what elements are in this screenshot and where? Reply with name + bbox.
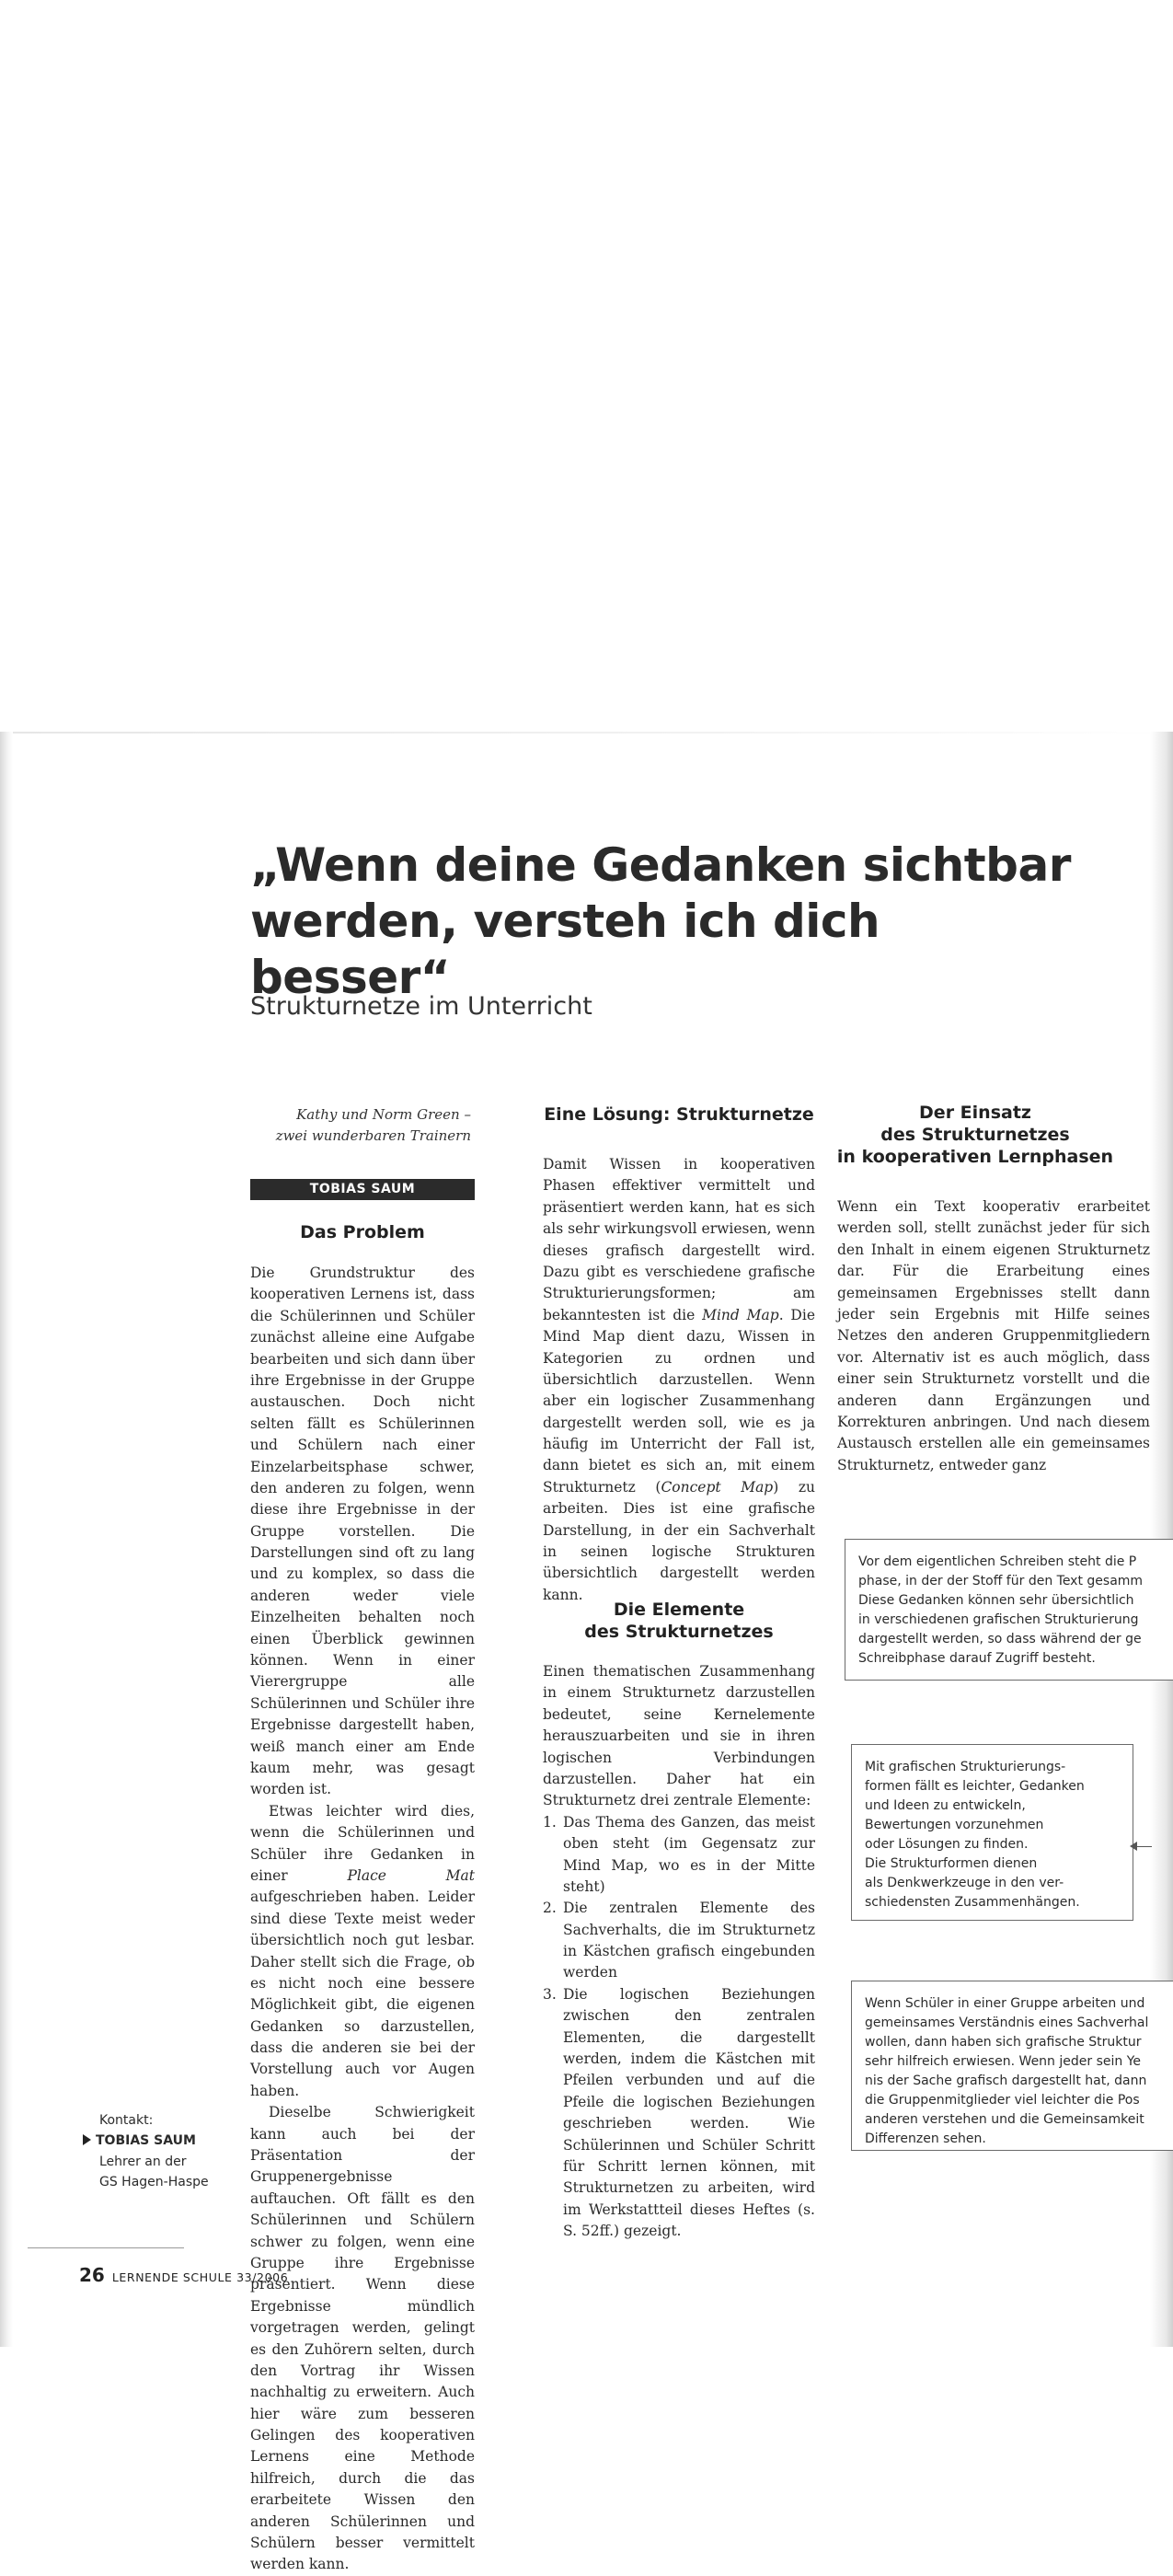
col1-paragraph-2 xyxy=(250,1801,475,2102)
footer-rule xyxy=(28,2247,184,2248)
scan-left-shadow xyxy=(0,732,13,2347)
scan-top-edge xyxy=(0,732,1173,734)
col1-p2-text-a: Etwas leichter wird dies, wenn die Schülerinnen und Schüler ihre Gedanken in einer xyxy=(250,1802,475,1884)
col1-paragraph-1: Die Grundstruktur des kooperativen Lernens ist, dass die Schülerinnen und Schüler zunächst alleine eine Aufgabe bearbeiten und sich dann über ihre Ergebnisse in der Gruppe austauschen. Doch nicht selten fällt es Schülerinnen und Schülern nach einer Einzelarbeitsphase schwer, den anderen zu folgen, wenn diese ihre Ergebnisse in der Gruppe vorstellen. Die Darstellungen sind oft zu lang und zu komplex, so dass die anderen weder viele Einzelheiten behalten noch einen Überblick gewinnen können. Wenn in einer Vierergruppe alle Schülerinnen und Schüler ihre Ergebnisse dargestellt haben, weiß manch einer am Ende kaum mehr, was gesagt worden ist. xyxy=(250,1265,475,1798)
column-2-lower xyxy=(543,1661,815,2243)
contact-block xyxy=(96,2110,237,2193)
col2-p1-text-b: . Die Mind Map dient dazu, Wissen in Kategorien zu ordnen und übersichtlich darzustellen. Wenn aber ein logischer Zusammenhang dargestellt werden soll, wie es ja häufig im Unterricht der Fall ist, dann bietet es sich an, mit einem Strukturnetz ( xyxy=(543,1306,815,1496)
col2-p1-text-a: Damit Wissen in kooperativen Phasen effektiver vermittelt und präsentiert werden kann, hat es sich als sehr wirkungsvoll erwiesen, wenn dieses grafisch dargestellt wird. Dazu gibt es verschiedene grafische Strukturierungsformen; am bekanntesten ist die xyxy=(543,1156,815,1323)
arrow-left-icon xyxy=(1130,1842,1137,1851)
dedication-line-2: zwei wunderbaren Trainern xyxy=(275,1127,471,1145)
box-line: oder Lösungen zu finden. xyxy=(865,1837,1029,1852)
box-line: die Gruppenmitglieder viel leichter die Pos xyxy=(865,2093,1140,2108)
box-line: nis der Sache grafisch dargestellt hat, dann xyxy=(865,2074,1147,2088)
box-line: anderen verstehen und die Gemeinsamkeit xyxy=(865,2112,1144,2127)
col2-paragraph-1 xyxy=(543,1154,815,1606)
sidebar-box-1 xyxy=(845,1539,1173,1681)
column-3 xyxy=(837,1196,1150,1476)
box-line: schiedensten Zusammenhängen. xyxy=(865,1895,1080,1910)
box-line: Schreibphase darauf Zugriff besteht. xyxy=(858,1651,1096,1666)
box-line: Bewertungen vorzunehmen xyxy=(865,1818,1044,1832)
list-item xyxy=(543,1898,815,1984)
heading-loesung: Eine Lösung: Strukturnetze xyxy=(544,1104,814,1125)
box-line: Vor dem eigentlichen Schreiben steht die P xyxy=(858,1554,1137,1569)
contact-line-2: GS Hagen-Haspe xyxy=(99,2175,209,2190)
article-subtitle: Strukturnetze im Unterricht xyxy=(250,992,592,1021)
list-item-number: 3. xyxy=(543,1985,557,2003)
contact-line-1: Lehrer an der xyxy=(99,2154,187,2169)
sidebar-box-3 xyxy=(851,1981,1173,2151)
elements-list xyxy=(543,1812,815,2243)
article-title xyxy=(250,837,1078,1006)
col2-paragraph-2: Einen thematischen Zusammenhang in einem Strukturnetz darzustellen bedeutet, seine Kernelemente herauszuarbeiten und sie in ihren logischen Verbindungen darzustellen. Daher hat ein Strukturnetz drei zentrale Elemente: xyxy=(543,1663,815,1809)
list-item-text: Die logischen Beziehungen zwischen den zentralen Elementen, die dargestellt werden, indem die Kästchen mit Pfeilen verbunden und auf die Pfeile die logischen Beziehungen geschrieben werden. Wie Schülerinnen und Schüler Schritt für Schritt lernen können, mit Strukturnetzen zu arbeiten, wird im Werkstattteil dieses Heftes (s. S. 52ff.) gezeigt. xyxy=(563,1985,815,2240)
box-line: Wenn Schüler in einer Gruppe arbeiten und xyxy=(865,1996,1145,2011)
box-line: und Ideen zu entwickeln, xyxy=(865,1798,1026,1813)
box-line: gemeinsames Verständnis eines Sachverhal xyxy=(865,2016,1149,2030)
heading-problem: Das Problem xyxy=(300,1222,425,1242)
triangle-bullet-icon xyxy=(83,2134,91,2145)
box-line: Die Strukturformen dienen xyxy=(865,1856,1038,1871)
col1-p2-text-b: aufgeschrieben haben. Leider sind diese Texte meist weder übersichtlich noch gut lesbar. Daher stellt sich die Frage, ob es nicht noch eine bessere Möglichkeit gibt, die eigenen Gedanken so darzustellen, dass die anderen sie bei der Vorstellung auch vor Augen haben. xyxy=(250,1889,475,2099)
page-number: 26 xyxy=(79,2264,105,2286)
contact-name: TOBIAS SAUM xyxy=(96,2133,196,2149)
magazine-issue: LERNENDE SCHULE 33/2006 xyxy=(111,2270,289,2284)
heading-einsatz-line-1: Der Einsatz xyxy=(919,1103,1031,1123)
box-line: sehr hilfreich erwiesen. Wenn jeder sein Ye xyxy=(865,2054,1142,2069)
heading-elemente-line-2: des Strukturnetzes xyxy=(584,1621,774,1642)
list-item xyxy=(543,1812,815,1899)
column-1 xyxy=(250,1263,475,2576)
col1-paragraph-3: Dieselbe Schwierigkeit kann auch bei der Präsentation der Gruppenergebnisse auftauchen. Oft fällt es den Schülerinnen und Schülern schwer zu folgen, wenn eine Gruppe ihre Ergebnisse präsentiert. Wenn diese Ergebnisse mündlich vorgetragen werden, gelingt es den Zuhörern selten, durch den Vortrag ihr Wissen nachhaltig zu erweitern. Auch hier wäre zum besseren Gelingen des kooperativen Lernens eine Methode hilfreich, durch die das erarbeitete Wissen den anderen Schülerinnen und Schülern besser vermittelt werden kann. xyxy=(250,2104,475,2573)
list-item-number: 2. xyxy=(543,1900,557,1917)
column-2 xyxy=(543,1154,815,1606)
title-line-2: werden, versteh ich dich besser“ xyxy=(250,895,880,1004)
box-line: Differenzen sehen. xyxy=(865,2131,986,2146)
col2-p1-emphasis-1: Mind Map xyxy=(702,1306,779,1323)
heading-elemente-line-1: Die Elemente xyxy=(613,1600,745,1620)
box-line: in verschiedenen grafischen Strukturierung xyxy=(858,1612,1139,1627)
list-item-text: Das Thema des Ganzen, das meist oben steht (im Gegensatz zur Mind Map, wo es in der Mitte steht) xyxy=(563,1813,815,1895)
box-line: dargestellt werden, so dass während der ge xyxy=(858,1632,1142,1646)
contact-label: Kontakt: xyxy=(99,2113,154,2128)
col2-p1-text-c: ) zu arbeiten. Dies ist eine grafische Darstellung, in der ein Sachverhalt in seinen logische Strukturen übersichtlich dargestellt werden kann. xyxy=(543,1478,816,1603)
box-line: Mit grafischen Strukturierungs- xyxy=(865,1760,1066,1774)
col2-p1-emphasis-2: Concept Map xyxy=(661,1478,774,1496)
heading-einsatz-line-3: in kooperativen Lernphasen xyxy=(836,1146,1114,1167)
box-line: formen fällt es leichter, Gedanken xyxy=(865,1779,1085,1794)
heading-elemente xyxy=(543,1600,815,1644)
col3-paragraph-1: Wenn ein Text kooperativ erarbeitet werden soll, stellt zunächst jeder für sich den Inhalt in einem eigenen Strukturnetz dar. Für die Erarbeitung eines gemeinsamen Ergebnisses stellt dann jeder sein Ergebnis mit Hilfe seines Netzes den anderen Gruppenmitgliedern vor. Alternativ ist es auch möglich, dass einer sein Strukturnetz vorstellt und die anderen dann Ergänzungen und Korrekturen anbringen. Und nach diesem Austausch erstellen alle ein gemeinsames Strukturnetz, entweder ganz xyxy=(837,1198,1150,1473)
page-footer xyxy=(79,2264,288,2286)
title-line-1: „Wenn deine Gedanken sichtbar xyxy=(250,838,1071,892)
dedication-line-1: Kathy und Norm Green – xyxy=(296,1106,471,1123)
contact-name-row xyxy=(83,2131,237,2151)
col1-p2-emphasis: Place Mat xyxy=(347,1866,475,1884)
heading-einsatz xyxy=(828,1103,1122,1168)
author-bar: TOBIAS SAUM xyxy=(250,1179,475,1200)
dedication xyxy=(250,1104,471,1148)
box-line: phase, in der der Stoff für den Text gesamm xyxy=(858,1574,1144,1588)
box-line: Diese Gedanken können sehr übersichtlich xyxy=(858,1593,1134,1608)
list-item-number: 1. xyxy=(543,1813,557,1831)
list-item-text: Die zentralen Elemente des Sachverhalts, die im Strukturnetz in Kästchen grafisch eingebunden werden xyxy=(563,1900,815,1981)
heading-einsatz-line-2: des Strukturnetzes xyxy=(880,1124,1070,1145)
box-line: wollen, dann haben sich grafische Struktur xyxy=(865,2035,1142,2050)
box-line: als Denkwerkzeuge in den ver- xyxy=(865,1876,1064,1890)
sidebar-box-2 xyxy=(851,1744,1133,1921)
list-item xyxy=(543,1984,815,2243)
